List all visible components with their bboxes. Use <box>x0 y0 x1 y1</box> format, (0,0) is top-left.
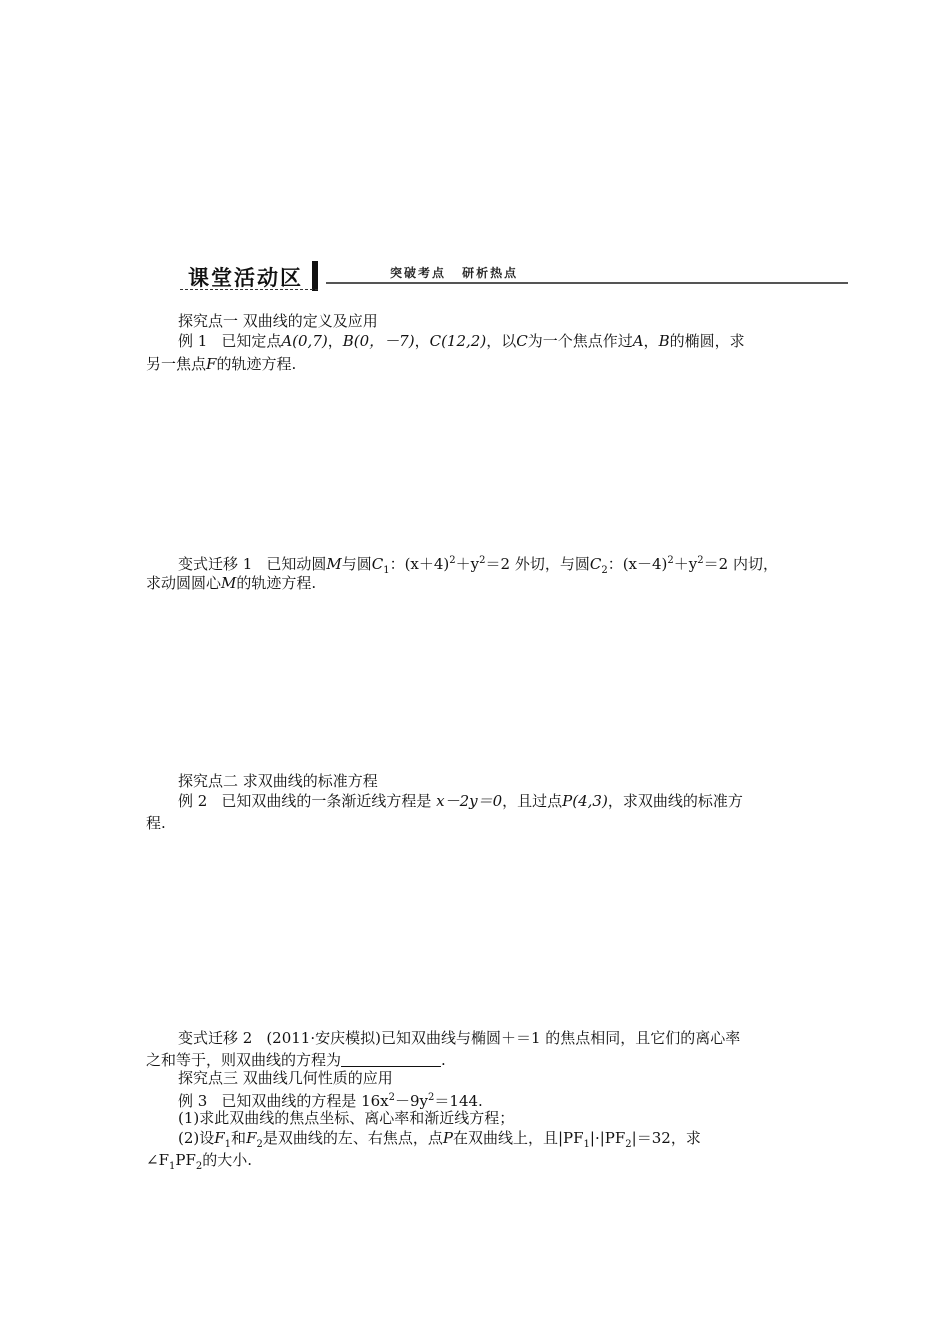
variant-2-line-2: 之和等于，则双曲线的方程为 . <box>146 1051 446 1069</box>
banner-subtitle: 突破考点 研析热点 <box>390 266 519 280</box>
answer-blank[interactable] <box>341 1052 441 1067</box>
example-1-line-2: 另一焦点F的轨迹方程. <box>146 355 297 373</box>
banner-title: 课堂活动区 <box>188 266 303 290</box>
variant-1-line-2: 求动圆圆心M的轨迹方程. <box>146 574 317 592</box>
banner-rule <box>326 282 848 284</box>
example-1-line-1: 例 1 已知定点A(0,7)，B(0，－7)，C(12,2)，以C为一个焦点作过A，B的椭圆，求 <box>178 332 745 350</box>
section-1-heading: 探究点一 双曲线的定义及应用 <box>178 312 378 330</box>
banner-divider-bar <box>312 261 318 291</box>
example-3-question-2-line-2: $\angle F_1PF_2$的大小. <box>146 1151 253 1172</box>
example-2-line-1: 例 2 已知双曲线的一条渐近线方程是 x－2y＝0，且过点P(4,3)，求双曲线的标准方 <box>178 792 743 810</box>
section-2-heading: 探究点二 求双曲线的标准方程 <box>178 772 378 790</box>
section-banner <box>180 258 848 298</box>
example-2-line-2: 程. <box>146 814 166 832</box>
variant-1-line-1: 变式迁移 1 已知动圆M与圆$C_1$：$(x+4)^2+y^2=2$ 外切，与圆$C_2$：$(x-4)^2+y^2=2$ 内切， <box>178 555 778 576</box>
example-3-line-1: 例 3 已知双曲线的方程是 $16x^2-9y^2=144$. <box>178 1092 483 1110</box>
section-3-heading: 探究点三 双曲线几何性质的应用 <box>178 1069 393 1087</box>
example-3-question-2: (2)设$F_1$和$F_2$是双曲线的左、右焦点，点P在双曲线上，且$|PF_1|\cdot|PF_2|=32$，求 <box>178 1129 701 1150</box>
banner-dashed-underline <box>180 289 318 290</box>
example-3-question-1: (1)求此双曲线的焦点坐标、离心率和渐近线方程； <box>178 1109 515 1127</box>
variant-2-line-1: 变式迁移 2 (2011·安庆模拟)已知双曲线与椭圆＋＝1 的焦点相同，且它们的离心率 <box>178 1029 741 1047</box>
